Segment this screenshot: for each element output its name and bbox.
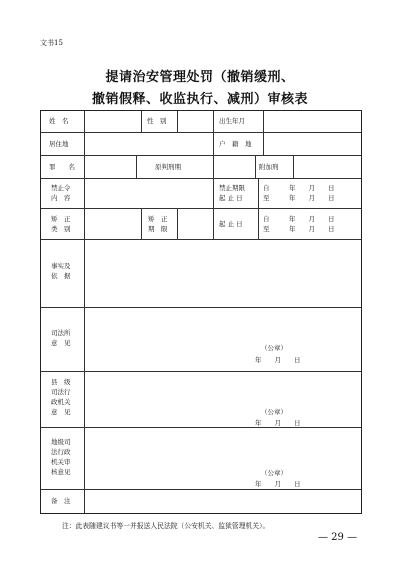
label-additional-penalty: 附加刑 xyxy=(259,163,279,171)
column-divider xyxy=(141,111,142,132)
stamp-date: 年 月 日 xyxy=(255,419,301,427)
label-birth: 出生年月 xyxy=(219,117,245,125)
stamp-date: 年 月 日 xyxy=(255,356,301,364)
ban-date-to: 至 年 月 日 xyxy=(263,194,335,202)
row-divider xyxy=(41,132,361,133)
correction-date-from: 自 年 月 日 xyxy=(263,215,335,223)
column-divider xyxy=(293,155,294,178)
stamp-date: 年 月 日 xyxy=(255,480,301,488)
label-prefecture: 机关审 xyxy=(51,458,71,466)
column-divider xyxy=(177,208,178,239)
label-ban-content: 内 容 xyxy=(51,194,71,202)
form-title-line-2: 撤销假释、收监执行、减刑）审核表 xyxy=(91,92,308,107)
stamp-label: （公章） xyxy=(261,344,287,352)
label-prefecture: 地级司 xyxy=(51,438,71,446)
column-divider xyxy=(213,111,214,155)
label-ban-content: 禁止令 xyxy=(51,184,71,192)
label-name: 姓 名 xyxy=(49,117,69,125)
column-divider xyxy=(84,111,85,513)
label-ban-period: 禁止期限 xyxy=(219,184,245,192)
stamp-label: （公章） xyxy=(261,408,287,416)
label-judicial-office: 司法所 xyxy=(51,329,71,337)
row-divider xyxy=(41,239,361,240)
label-judicial-office: 意 见 xyxy=(51,339,71,347)
column-divider xyxy=(136,155,137,178)
label-prefecture: 法行政 xyxy=(51,448,71,456)
column-divider xyxy=(213,155,214,178)
stamp-label: （公章） xyxy=(261,469,287,477)
label-facts: 事实及 xyxy=(51,262,71,270)
column-divider xyxy=(141,208,142,239)
column-divider xyxy=(213,178,214,239)
label-sex: 性 别 xyxy=(147,117,167,125)
footnote: 注：此表随建议书等一并报送人民法院（公安机关、监狱管理机关）。 xyxy=(62,522,270,530)
label-county: 政机关 xyxy=(51,398,71,406)
label-start-end: 起 止 日 xyxy=(219,220,243,228)
page-number: — 29 — xyxy=(318,532,358,543)
column-divider xyxy=(177,111,178,132)
column-divider xyxy=(255,155,256,178)
form-title-line-1: 提请治安管理处罚（撤销缓刑、 xyxy=(105,70,295,85)
label-domicile: 户 籍 地 xyxy=(219,140,252,148)
row-divider xyxy=(41,307,361,308)
correction-date-to: 至 年 月 日 xyxy=(263,225,335,233)
label-county: 县 级 xyxy=(51,378,71,386)
label-county: 意 见 xyxy=(51,408,71,416)
label-facts: 依 据 xyxy=(51,272,71,280)
row-divider xyxy=(41,371,361,372)
label-remarks: 备 注 xyxy=(51,497,71,505)
review-form-table xyxy=(40,110,362,514)
row-divider xyxy=(41,155,361,156)
row-divider xyxy=(41,427,361,428)
label-original-sentence: 原判刑期 xyxy=(155,163,181,171)
label-crime: 罪 名 xyxy=(49,163,75,171)
column-divider xyxy=(258,178,259,239)
label-ban-period: 起 止 日 xyxy=(219,194,243,202)
label-correction-type: 类 别 xyxy=(51,225,71,233)
column-divider xyxy=(263,111,264,155)
label-prefecture: 核意见 xyxy=(51,468,71,476)
document-number: 文书15 xyxy=(40,39,63,47)
label-correction-period: 期 限 xyxy=(148,225,168,233)
label-county: 司法行 xyxy=(51,388,71,396)
label-correction-period: 矫 正 xyxy=(148,215,168,223)
label-correction-type: 矫 正 xyxy=(51,215,71,223)
row-divider xyxy=(41,489,361,490)
row-divider xyxy=(41,208,361,209)
ban-date-from: 自 年 月 日 xyxy=(263,184,335,192)
label-residence: 居住地 xyxy=(49,140,69,148)
row-divider xyxy=(41,178,361,179)
